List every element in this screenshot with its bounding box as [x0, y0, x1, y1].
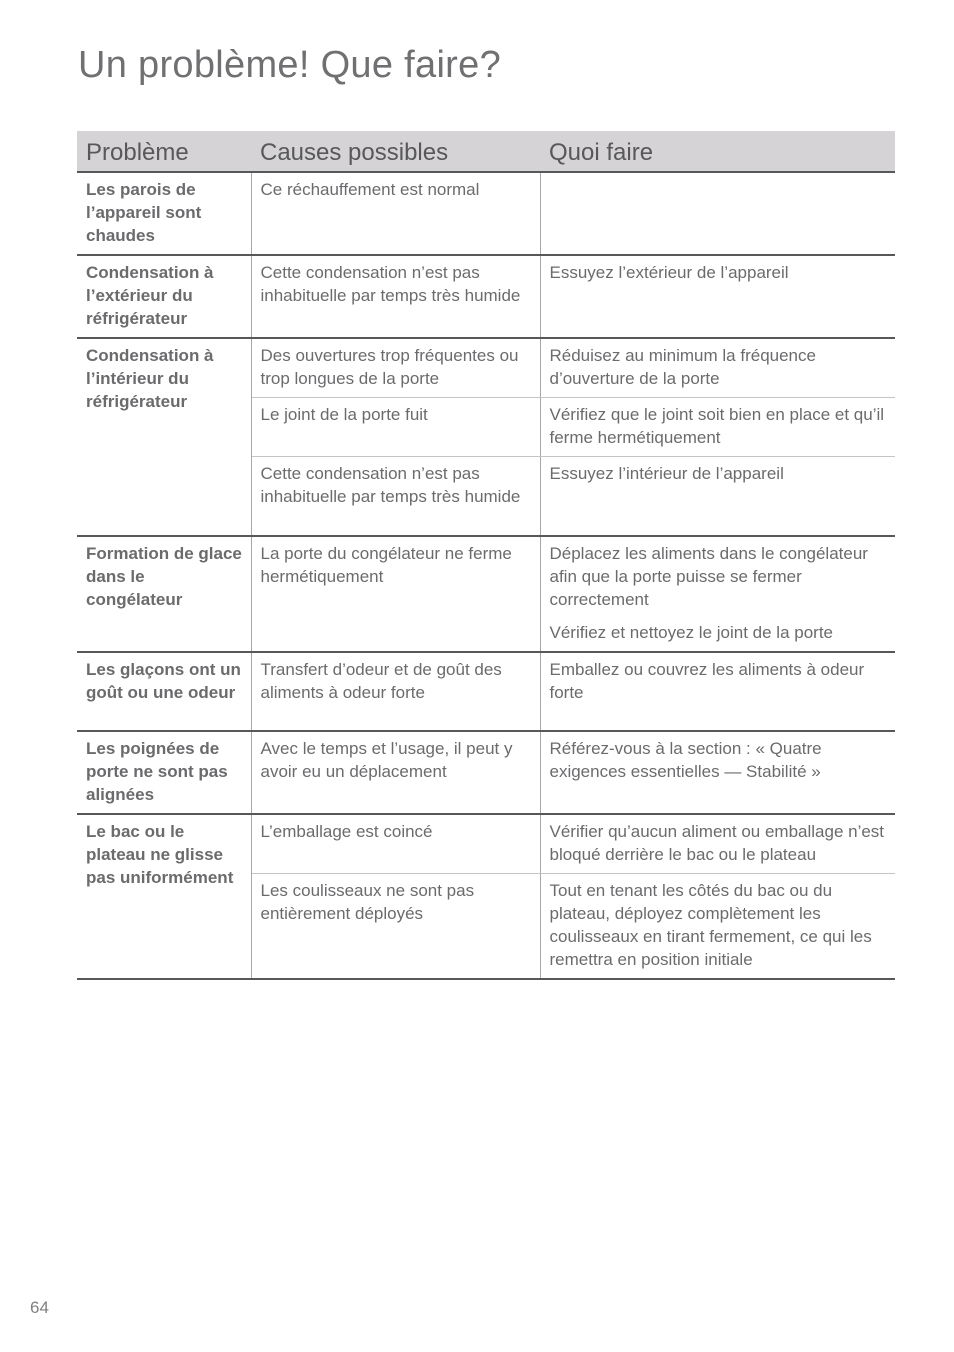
table-row	[77, 338, 895, 398]
action-text: Déplacez les aliments dans le congélateur afin que la porte puisse se fermer correctement	[549, 543, 868, 609]
header-causes: Causes possibles	[251, 131, 540, 172]
table-row	[77, 814, 895, 874]
action-cell	[540, 172, 895, 255]
problem-group-walls-warm	[77, 172, 895, 255]
problem-cell: Le bac ou le plateau ne glisse pas uniformément	[77, 814, 251, 979]
cause-cell: Transfert d’odeur et de goût des aliments à odeur forte	[251, 652, 540, 731]
action-cell: Réduisez au minimum la fréquence d’ouverture de la porte	[540, 338, 895, 398]
table-row	[77, 536, 895, 652]
action-cell: Vérifiez que le joint soit bien en place et qu’il ferme hermétiquement	[540, 398, 895, 457]
header-problem: Problème	[77, 131, 251, 172]
action-cell: Vérifier qu’aucun aliment ou emballage n’est bloqué derrière le bac ou le plateau	[540, 814, 895, 874]
header-action: Quoi faire	[540, 131, 895, 172]
problem-group-freezer-ice	[77, 536, 895, 652]
problem-group-drawer-slide	[77, 814, 895, 979]
problem-cell: Les parois de l’appareil sont chaudes	[77, 172, 251, 255]
table-row	[77, 731, 895, 814]
action-text-extra: Vérifiez et nettoyez le joint de la porte	[549, 622, 833, 642]
table-row	[77, 652, 895, 731]
header-row	[77, 131, 895, 172]
action-cell: Tout en tenant les côtés du bac ou du plateau, déployez complètement les coulisseaux en tirant fermement, ce qui les remettra en position initiale	[549, 880, 872, 969]
cause-cell: Le joint de la porte fuit	[251, 398, 540, 457]
cause-cell: Les coulisseaux ne sont pas entièrement déployés	[251, 873, 540, 979]
cause-cell: Des ouvertures trop fréquentes ou trop longues de la porte	[251, 338, 540, 398]
table-header	[77, 131, 895, 172]
problem-cell: Les poignées de porte ne sont pas alignées	[77, 731, 251, 814]
problem-cell: Les glaçons ont un goût ou une odeur	[77, 652, 251, 731]
problem-cell: Condensation à l’extérieur du réfrigérateur	[77, 255, 251, 338]
cause-cell: La porte du congélateur ne ferme hermétiquement	[251, 536, 540, 652]
action-cell: Emballez ou couvrez les aliments à odeur forte	[549, 659, 865, 702]
problem-group-condensation-outside	[77, 255, 895, 338]
page-number: 64	[30, 1298, 49, 1317]
problem-group-ice-taste	[77, 652, 895, 731]
problem-group-handles-misaligned	[77, 731, 895, 814]
problem-cell: Condensation à l’intérieur du réfrigérateur	[77, 338, 251, 536]
cause-cell: Cette condensation n’est pas inhabituelle par temps très humide	[251, 255, 540, 338]
cause-cell: L’emballage est coincé	[251, 814, 540, 874]
page-title: Un problème! Que faire?	[78, 44, 502, 86]
action-cell: Essuyez l’intérieur de l’appareil	[549, 464, 784, 483]
problem-cell: Formation de glace dans le congélateur	[77, 536, 251, 652]
table-row	[77, 255, 895, 338]
troubleshooting-table	[77, 131, 895, 980]
cause-cell: Ce réchauffement est normal	[251, 172, 540, 255]
problem-group-condensation-inside	[77, 338, 895, 536]
cause-cell: Cette condensation n’est pas inhabituelle par temps très humide	[251, 457, 540, 536]
action-cell	[540, 536, 895, 652]
action-cell: Référez-vous à la section : « Quatre exigences essentielles — Stabilité »	[549, 738, 822, 781]
cause-cell: Avec le temps et l’usage, il peut y avoir eu un déplacement	[251, 731, 540, 814]
table-row	[77, 172, 895, 255]
action-cell: Essuyez l’extérieur de l’appareil	[549, 263, 789, 282]
